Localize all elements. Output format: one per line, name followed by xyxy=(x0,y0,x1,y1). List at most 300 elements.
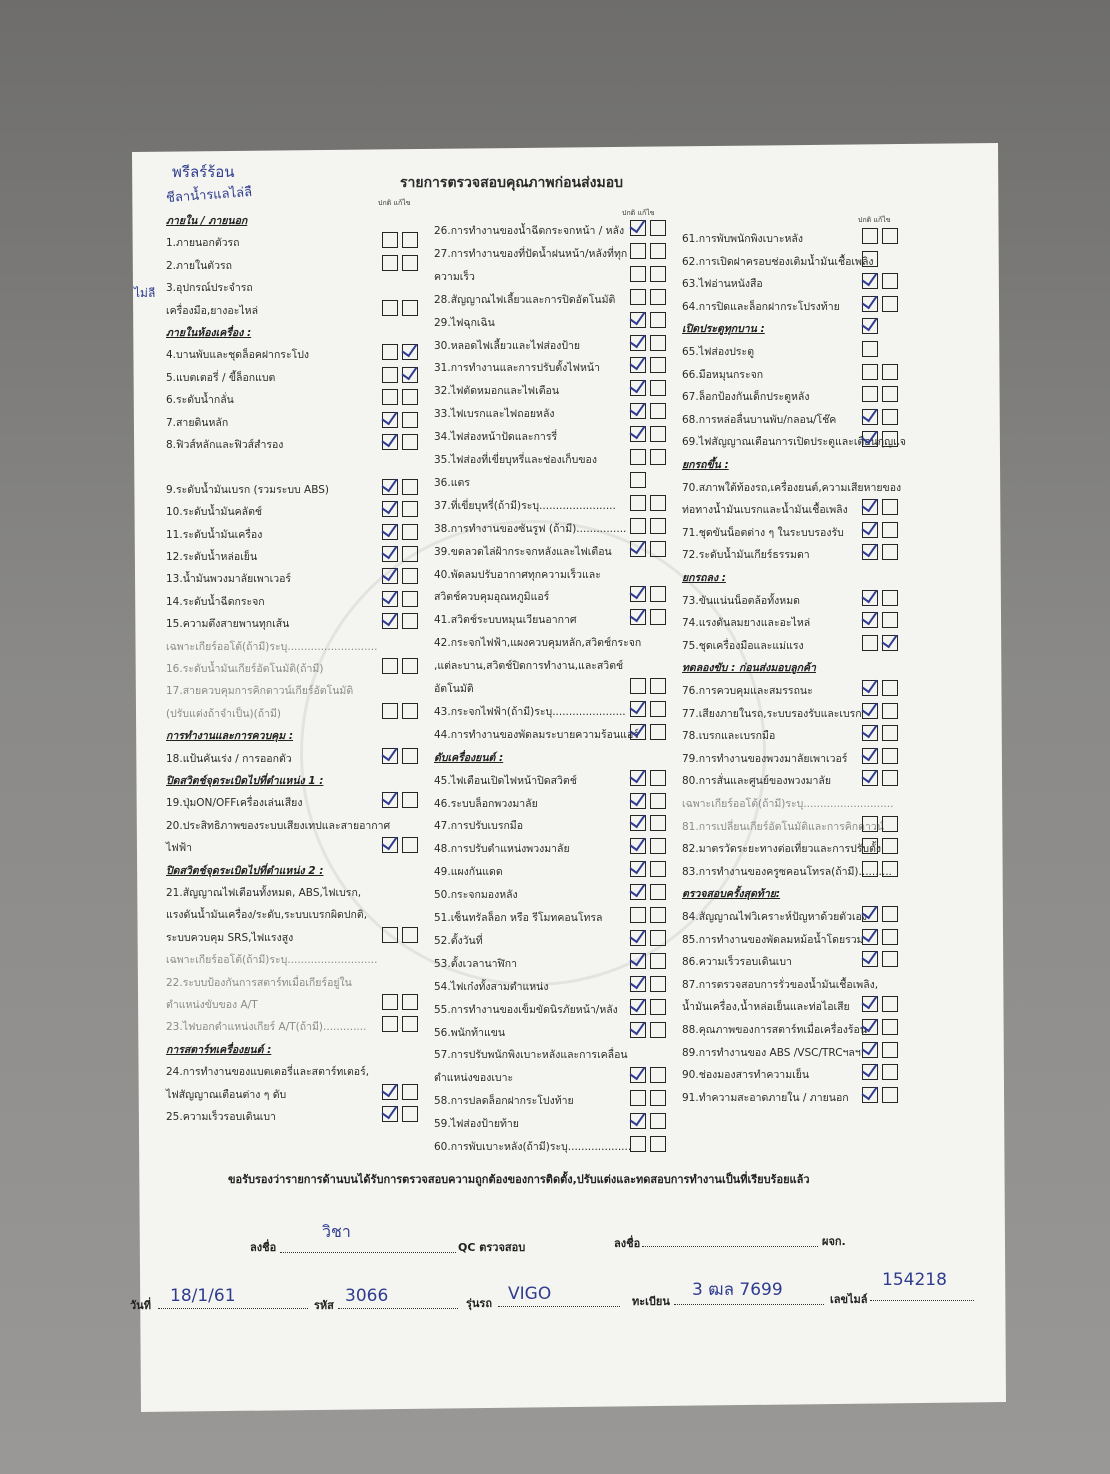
checklist-item-label: 7.สายดินหลัก xyxy=(166,416,229,429)
normal-checkbox[interactable] xyxy=(862,409,878,425)
col3-header: ปกติ แก้ไข xyxy=(858,216,891,224)
checklist-item-label: ท่อทางน้ำมันเบรกและน้ำมันเชื้อเพลิง xyxy=(682,504,848,517)
fix-checkbox[interactable] xyxy=(650,289,666,305)
checklist-item-label: ไฟฟ้า xyxy=(166,842,193,855)
checklist-item-label: 15.ความตึงสายพานทุกเส้น xyxy=(166,618,290,631)
normal-checkbox[interactable] xyxy=(630,403,646,419)
normal-checkbox[interactable] xyxy=(382,658,398,674)
normal-checkbox[interactable] xyxy=(862,635,878,651)
checklist-item-label: 54.ไฟเก๋งทั้งสามตำแหน่ง xyxy=(434,980,549,993)
checklist-item-label: 43.กระจกไฟฟ้า(ถ้ามี)ระบุ...................... xyxy=(434,705,626,718)
mileage-value: 154218 xyxy=(882,1270,947,1290)
fix-checkbox[interactable] xyxy=(882,1042,898,1058)
checklist-item-label: 28.สัญญาณไฟเลี้ยวและการปิดอัตโนมัติ xyxy=(434,293,616,306)
normal-checkbox[interactable] xyxy=(382,501,398,517)
fix-checkbox[interactable] xyxy=(650,586,666,602)
checklist-item-label: 27.การทำงานของที่ปัดน้ำฝนหน้า/หลังที่ทุก xyxy=(434,247,628,260)
fix-checkbox[interactable] xyxy=(650,999,666,1015)
normal-checkbox[interactable] xyxy=(630,953,646,969)
checklist-item-label: ปิดสวิตช์จุดระเบิดไปที่ตำแหน่ง 1 : xyxy=(166,775,324,787)
handwritten-note-1: พรีลร์ร้อน xyxy=(172,163,235,181)
fix-checkbox[interactable] xyxy=(650,312,666,328)
normal-checkbox[interactable] xyxy=(630,884,646,900)
checklist-item-label: 10.ระดับน้ำมันคลัตช์ xyxy=(166,506,263,519)
normal-checkbox[interactable] xyxy=(630,1067,646,1083)
checklist-item-label: 32.ไฟตัดหมอกและไฟเตือน xyxy=(434,385,560,398)
plate-label: ทะเบียน xyxy=(632,1295,670,1308)
fix-checkbox[interactable] xyxy=(650,1090,666,1106)
normal-checkbox[interactable] xyxy=(382,591,398,607)
normal-checkbox[interactable] xyxy=(630,289,646,305)
normal-checkbox[interactable] xyxy=(382,412,398,428)
fix-checkbox[interactable] xyxy=(882,996,898,1012)
normal-checkbox[interactable] xyxy=(862,318,878,334)
checklist-item-label: การสตาร์ทเครื่องยนต์ : xyxy=(166,1043,272,1056)
checklist-item-label: 58.การปลดล็อกฝากระโปงท้าย xyxy=(434,1095,574,1108)
fix-checkbox[interactable] xyxy=(650,335,666,351)
fix-checkbox[interactable] xyxy=(402,524,418,540)
checklist-item-label: ทดลองขับ : ก่อนส่งมอบลูกค้า xyxy=(682,662,816,675)
fix-checkbox[interactable] xyxy=(650,678,666,694)
qc-label: QC ตรวจสอบ xyxy=(458,1241,526,1254)
handwritten-margin-note: ไม่ลี xyxy=(134,286,156,300)
checklist-item-label: 90.ช่องมองสารทำความเย็น xyxy=(682,1069,810,1082)
normal-checkbox[interactable] xyxy=(382,344,398,360)
checklist-item-label: 60.การพับเบาะหลัง(ถ้ามี)ระบุ................... xyxy=(434,1141,632,1153)
normal-checkbox[interactable] xyxy=(382,927,398,943)
normal-checkbox[interactable] xyxy=(382,367,398,383)
checklist-item-label: 36.แตร xyxy=(434,476,470,489)
fix-checkbox[interactable] xyxy=(650,724,666,740)
checklist-item-label: ปิดสวิตช์จุดระเบิดไปที่ตำแหน่ง 2 : xyxy=(166,864,324,877)
fix-checkbox[interactable] xyxy=(650,815,666,831)
fix-checkbox[interactable] xyxy=(402,792,418,808)
fix-checkbox[interactable] xyxy=(402,501,418,517)
checklist-item-label: 50.กระจกมองหลัง xyxy=(434,889,518,902)
manager-label: ผจก. xyxy=(822,1235,846,1248)
fix-checkbox[interactable] xyxy=(650,449,666,465)
normal-checkbox[interactable] xyxy=(862,228,878,244)
normal-checkbox[interactable] xyxy=(630,426,646,442)
fix-checkbox[interactable] xyxy=(882,499,898,515)
fix-checkbox[interactable] xyxy=(402,546,418,562)
model-label: รุ่นรถ xyxy=(466,1297,492,1310)
normal-checkbox[interactable] xyxy=(382,994,398,1010)
checklist-item-label: 3.อุปกรณ์ประจำรถ xyxy=(166,282,253,295)
normal-checkbox[interactable] xyxy=(630,861,646,877)
fix-checkbox[interactable] xyxy=(650,838,666,854)
qc-signature: วิชา xyxy=(322,1222,351,1241)
signature-label-qc: ลงชื่อ xyxy=(250,1241,277,1254)
checklist-item-label: 2.ภายในตัวรถ xyxy=(166,259,233,272)
normal-checkbox[interactable] xyxy=(630,1136,646,1152)
fix-checkbox[interactable] xyxy=(402,367,418,383)
normal-checkbox[interactable] xyxy=(862,522,878,538)
fix-checkbox[interactable] xyxy=(650,426,666,442)
normal-checkbox[interactable] xyxy=(862,364,878,380)
checklist-item-label: ดับเครื่องยนต์ : xyxy=(434,751,504,764)
date-line xyxy=(158,1308,308,1309)
date-value: 18/1/61 xyxy=(170,1286,236,1306)
normal-checkbox[interactable] xyxy=(862,296,878,312)
normal-checkbox[interactable] xyxy=(630,1022,646,1038)
fix-checkbox[interactable] xyxy=(650,1067,666,1083)
fix-checkbox[interactable] xyxy=(402,300,418,316)
checklist-item-label: 52.ตั้งวันที่ xyxy=(434,934,483,947)
checklist-item-label: 72.ระดับน้ำมันเกียร์ธรรมดา xyxy=(682,549,810,562)
fix-checkbox[interactable] xyxy=(650,403,666,419)
col1-header: ปกติ แก้ไข xyxy=(378,199,411,207)
fix-checkbox[interactable] xyxy=(650,1136,666,1152)
fix-checkbox[interactable] xyxy=(882,228,898,244)
fix-checkbox[interactable] xyxy=(882,703,898,719)
fix-checkbox[interactable] xyxy=(650,953,666,969)
fix-checkbox[interactable] xyxy=(882,1064,898,1080)
checklist-item-label: 77.เสียงภายในรถ,ระบบรองรับและเบรก xyxy=(682,707,862,720)
code-line xyxy=(338,1308,458,1309)
normal-checkbox[interactable] xyxy=(862,544,878,560)
checklist-item-label: เครื่องมือ,ยางอะไหล่ xyxy=(166,304,259,317)
checklist-item-label: 40.พัดลมปรับอากาศทุกความเร็วและ xyxy=(434,568,601,581)
fix-checkbox[interactable] xyxy=(402,389,418,405)
normal-checkbox[interactable] xyxy=(630,930,646,946)
fix-checkbox[interactable] xyxy=(402,703,418,719)
signature-line-manager xyxy=(642,1246,818,1247)
checklist-item-label: 76.การควบคุมและสมรรถนะ xyxy=(682,685,813,697)
normal-checkbox[interactable] xyxy=(630,838,646,854)
normal-checkbox[interactable] xyxy=(630,793,646,809)
fix-checkbox[interactable] xyxy=(882,816,898,832)
fix-checkbox[interactable] xyxy=(650,495,666,511)
fix-checkbox[interactable] xyxy=(402,658,418,674)
fix-checkbox[interactable] xyxy=(882,409,898,425)
normal-checkbox[interactable] xyxy=(630,586,646,602)
normal-checkbox[interactable] xyxy=(630,1090,646,1106)
fix-checkbox[interactable] xyxy=(882,951,898,967)
checklist-item-label: 18.แป้นคันเร่ง / การออกตัว xyxy=(166,752,292,765)
fix-checkbox[interactable] xyxy=(402,412,418,428)
normal-checkbox[interactable] xyxy=(862,748,878,764)
fix-checkbox[interactable] xyxy=(650,266,666,282)
date-label: วันที่ xyxy=(130,1299,151,1312)
fix-checkbox[interactable] xyxy=(402,1084,418,1100)
fix-checkbox[interactable] xyxy=(402,927,418,943)
checklist-item-label: ,แต่ละบาน,สวิตช์ปิดการทำงาน,และสวิตช์ xyxy=(434,660,624,673)
normal-checkbox[interactable] xyxy=(862,590,878,606)
fix-checkbox[interactable] xyxy=(650,907,666,923)
normal-checkbox[interactable] xyxy=(382,1106,398,1122)
checklist-item-label: 89.การทำงานของ ABS /VSC/TRCฯลฯ xyxy=(682,1046,861,1059)
fix-checkbox[interactable] xyxy=(402,1106,418,1122)
normal-checkbox[interactable] xyxy=(862,499,878,515)
checklist-item-label: 75.ชุดเครื่องมือและแม่แรง xyxy=(682,639,804,652)
checklist-item-label: 23.ไฟบอกตำแหน่งเกียร์ A/T(ถ้ามี)............. xyxy=(166,1021,367,1034)
normal-checkbox[interactable] xyxy=(382,792,398,808)
normal-checkbox[interactable] xyxy=(382,546,398,562)
checklist-item-label: 16.ระดับน้ำมันเกียร์อัตโนมัติ(ถ้ามี) xyxy=(166,663,324,675)
signature-line-qc xyxy=(280,1252,456,1253)
normal-checkbox[interactable] xyxy=(630,1113,646,1129)
fix-checkbox[interactable] xyxy=(402,568,418,584)
checklist-item-label: 45.ไฟเตือนเปิดไฟหน้าปิดสวิตช์ xyxy=(434,774,577,787)
normal-checkbox[interactable] xyxy=(862,273,878,289)
normal-checkbox[interactable] xyxy=(382,748,398,764)
normal-checkbox[interactable] xyxy=(862,951,878,967)
checklist-item-label: 11.ระดับน้ำมันเครื่อง xyxy=(166,528,263,541)
signature-label-manager: ลงชื่อ xyxy=(614,1237,641,1250)
fix-checkbox[interactable] xyxy=(650,541,666,557)
fix-checkbox[interactable] xyxy=(650,976,666,992)
fix-checkbox[interactable] xyxy=(650,861,666,877)
checklist-item-label: 70.สภาพใต้ท้องรถ,เครื่องยนต์,ความเสียหายของ xyxy=(682,481,902,494)
fix-checkbox[interactable] xyxy=(650,930,666,946)
fix-checkbox[interactable] xyxy=(882,838,898,854)
checklist-item-label: 67.ล็อกป้องกันเด็กประตูหลัง xyxy=(682,391,810,404)
normal-checkbox[interactable] xyxy=(630,357,646,373)
normal-checkbox[interactable] xyxy=(862,770,878,786)
fix-checkbox[interactable] xyxy=(882,612,898,628)
checklist-item-label: 4.บานพับและชุดล็อคฝากระโปง xyxy=(166,349,310,362)
checklist-item-label: 14.ระดับน้ำฉีดกระจก xyxy=(166,595,265,608)
fix-checkbox[interactable] xyxy=(882,906,898,922)
checklist-item-label: 44.การทำงานของพัดลมระบายความร้อนแอร์ xyxy=(434,728,639,741)
normal-checkbox[interactable] xyxy=(862,725,878,741)
normal-checkbox[interactable] xyxy=(630,976,646,992)
fix-checkbox[interactable] xyxy=(882,522,898,538)
normal-checkbox[interactable] xyxy=(630,770,646,786)
fix-checkbox[interactable] xyxy=(882,386,898,402)
normal-checkbox[interactable] xyxy=(862,861,878,877)
fix-checkbox[interactable] xyxy=(650,243,666,259)
checklist-item-label: 73.ขันแน่นน็อตล้อทั้งหมด xyxy=(682,594,800,607)
checklist-item-label: 69.ไฟสัญญาณเตือนการเปิดประตูและเตือนกุญแจ xyxy=(682,436,906,449)
checklist-item-label: ไฟสัญญาณเตือนต่าง ๆ ดับ xyxy=(166,1088,287,1101)
normal-checkbox[interactable] xyxy=(382,524,398,540)
fix-checkbox[interactable] xyxy=(650,884,666,900)
checklist-item-label: 84.สัญญาณไฟวิเคราะห์ปัญหาด้วยตัวเอง xyxy=(682,911,867,923)
normal-checkbox[interactable] xyxy=(630,266,646,282)
fix-checkbox[interactable] xyxy=(402,255,418,271)
fix-checkbox[interactable] xyxy=(882,680,898,696)
plate-value: 3 ฒล 7699 xyxy=(692,1280,783,1300)
checklist-item-label: 87.การตรวจสอบการรั่วของน้ำมันเชื้อเพลิง, xyxy=(682,978,879,991)
normal-checkbox[interactable] xyxy=(862,703,878,719)
normal-checkbox[interactable] xyxy=(630,449,646,465)
checklist-item-label: 82.มาตรวัดระยะทางต่อเที่ยวและการปรับตั้ง xyxy=(682,843,882,856)
fix-checkbox[interactable] xyxy=(882,296,898,312)
normal-checkbox[interactable] xyxy=(862,431,878,447)
normal-checkbox[interactable] xyxy=(630,380,646,396)
checklist-item-label: ตำแหน่งของเบาะ xyxy=(434,1072,514,1085)
normal-checkbox[interactable] xyxy=(862,996,878,1012)
model-value: VIGO xyxy=(508,1284,552,1304)
fix-checkbox[interactable] xyxy=(882,590,898,606)
fix-checkbox[interactable] xyxy=(882,929,898,945)
checklist-item-label: 74.แรงดันลมยางและอะไหล่ xyxy=(682,617,811,630)
checklist-item-label: 71.ชุดขันน็อตต่าง ๆ ในระบบรองรับ xyxy=(682,526,844,539)
normal-checkbox[interactable] xyxy=(862,1064,878,1080)
normal-checkbox[interactable] xyxy=(862,929,878,945)
normal-checkbox[interactable] xyxy=(630,678,646,694)
checklist-item-label: 62.การเปิดฝาครอบช่องเติมน้ำมันเชื้อเพลิง xyxy=(682,255,874,268)
normal-checkbox[interactable] xyxy=(630,335,646,351)
checklist-item-label: 53.ตั้งเวลานาฬิกา xyxy=(434,957,517,970)
normal-checkbox[interactable] xyxy=(862,906,878,922)
normal-checkbox[interactable] xyxy=(630,243,646,259)
fix-checkbox[interactable] xyxy=(882,635,898,651)
normal-checkbox[interactable] xyxy=(862,386,878,402)
normal-checkbox[interactable] xyxy=(630,518,646,534)
checklist-item-label: 24.การทำงานของแบตเตอรี่และสตาร์ทเตอร์, xyxy=(166,1066,370,1079)
checklist-item-label: 64.การปิดและล็อกฝากระโปรงท้าย xyxy=(682,300,840,313)
fix-checkbox[interactable] xyxy=(650,220,666,236)
checklist-item-label: 86.ความเร็วรอบเดินเบา xyxy=(682,956,792,969)
normal-checkbox[interactable] xyxy=(630,472,646,488)
fix-checkbox[interactable] xyxy=(882,1087,898,1103)
normal-checkbox[interactable] xyxy=(382,434,398,450)
normal-checkbox[interactable] xyxy=(382,1016,398,1032)
checklist-item-label: (ปรับแต่งถ้าจำเป็น)(ถ้ามี) xyxy=(166,707,281,720)
fix-checkbox[interactable] xyxy=(650,609,666,625)
checklist-item-label: 66.มือหมุนกระจก xyxy=(682,368,764,381)
normal-checkbox[interactable] xyxy=(382,479,398,495)
fix-checkbox[interactable] xyxy=(882,364,898,380)
checklist-item-label: 63.ไฟอ่านหนังสือ xyxy=(682,278,763,291)
checklist-item-label: 81.การเปลี่ยนเกียร์อัตโนมัติและการคิกดาวน์ xyxy=(682,820,884,833)
checklist-item-label: 34.ไฟส่องหน้าปัดและการรี่ xyxy=(434,431,558,444)
checklist-item-label: 25.ความเร็วรอบเดินเบา xyxy=(166,1111,276,1123)
fix-checkbox[interactable] xyxy=(650,380,666,396)
checklist-item-label: 83.การทำงานของครูซคอนโทรล(ถ้ามี).......... xyxy=(682,865,892,878)
fix-checkbox[interactable] xyxy=(882,431,898,447)
normal-checkbox[interactable] xyxy=(862,612,878,628)
checklist-item-label: น้ำมันเครื่อง,น้ำหล่อเย็นและท่อไอเสีย xyxy=(682,1001,850,1014)
checklist-item-label: อัตโนมัติ xyxy=(434,683,474,695)
checklist-item-label: 88.คุณภาพของการสตาร์ทเมื่อเครื่องร้อน xyxy=(682,1024,868,1036)
fix-checkbox[interactable] xyxy=(882,770,898,786)
checklist-item-label: 17.สายควบคุมการคิกดาวน์เกียร์อัตโนมัติ xyxy=(166,685,354,698)
normal-checkbox[interactable] xyxy=(630,312,646,328)
normal-checkbox[interactable] xyxy=(630,724,646,740)
fix-checkbox[interactable] xyxy=(882,273,898,289)
normal-checkbox[interactable] xyxy=(382,837,398,853)
checklist-item-label: 49.แผงกันแดด xyxy=(434,866,503,879)
checklist-item-label: 42.กระจกไฟฟ้า,แผงควบคุมหลัก,สวิตช์กระจก xyxy=(434,637,642,650)
checklist-item-label: 79.การทำงานของพวงมาลัยเพาเวอร์ xyxy=(682,752,848,765)
checklist-item-label: ยกรถขึ้น : xyxy=(682,459,729,471)
fix-checkbox[interactable] xyxy=(402,837,418,853)
fix-checkbox[interactable] xyxy=(650,357,666,373)
checklist-item-label: 37.ที่เขี่ยบุหรี่(ถ้ามี)ระบุ....................... xyxy=(434,499,616,512)
checklist-item-label: 48.การปรับตำแหน่งพวงมาลัย xyxy=(434,843,570,856)
fix-checkbox[interactable] xyxy=(650,701,666,717)
fix-checkbox[interactable] xyxy=(402,434,418,450)
fix-checkbox[interactable] xyxy=(402,994,418,1010)
checklist-item-label: 5.แบตเตอรี่ / ขี้ล็อกแบต xyxy=(166,371,276,384)
normal-checkbox[interactable] xyxy=(630,701,646,717)
checklist-item-label: 78.เบรกและเบรกมือ xyxy=(682,730,776,743)
normal-checkbox[interactable] xyxy=(382,568,398,584)
normal-checkbox[interactable] xyxy=(630,999,646,1015)
fix-checkbox[interactable] xyxy=(650,793,666,809)
fix-checkbox[interactable] xyxy=(650,1022,666,1038)
normal-checkbox[interactable] xyxy=(862,1087,878,1103)
fix-checkbox[interactable] xyxy=(402,344,418,360)
checklist-item-label: 29.ไฟฉุกเฉิน xyxy=(434,316,495,329)
checklist-item-label: 33.ไฟเบรกและไฟถอยหลัง xyxy=(434,408,555,421)
fix-checkbox[interactable] xyxy=(402,748,418,764)
normal-checkbox[interactable] xyxy=(382,1084,398,1100)
checklist-item-label: 19.ปุ่มON/OFFเครื่องเล่นเสียง xyxy=(166,797,303,810)
normal-checkbox[interactable] xyxy=(630,907,646,923)
fix-checkbox[interactable] xyxy=(402,232,418,248)
fix-checkbox[interactable] xyxy=(402,1016,418,1032)
normal-checkbox[interactable] xyxy=(382,389,398,405)
checklist-item-label: 9.ระดับน้ำมันเบรก (รวมระบบ ABS) xyxy=(166,483,330,496)
normal-checkbox[interactable] xyxy=(382,703,398,719)
checklist-item-label: 21.สัญญาณไฟเตือนทั้งหมด, ABS,ไฟเบรก, xyxy=(166,887,362,899)
fix-checkbox[interactable] xyxy=(402,591,418,607)
code-value: 3066 xyxy=(345,1286,389,1306)
certification-text: ขอรับรองว่ารายการด้านบนได้รับการตรวจสอบความถูกต้องของการติดตั้ง,ปรับแต่งและทดสอบการทำงานเป็นที่เรียบร้อยแล้ว xyxy=(228,1173,810,1186)
fix-checkbox[interactable] xyxy=(882,725,898,741)
normal-checkbox[interactable] xyxy=(862,1019,878,1035)
fix-checkbox[interactable] xyxy=(882,544,898,560)
model-line xyxy=(498,1306,620,1307)
plate-line xyxy=(674,1304,824,1305)
normal-checkbox[interactable] xyxy=(382,255,398,271)
checklist-item-label: 38.การทำงานของซันรูฟ (ถ้ามี)............... xyxy=(434,522,627,535)
fix-checkbox[interactable] xyxy=(882,1019,898,1035)
checklist-item-label: ตรวจสอบครั้งสุดท้าย: xyxy=(682,888,781,901)
normal-checkbox[interactable] xyxy=(862,816,878,832)
normal-checkbox[interactable] xyxy=(630,609,646,625)
fix-checkbox[interactable] xyxy=(650,518,666,534)
normal-checkbox[interactable] xyxy=(630,495,646,511)
fix-checkbox[interactable] xyxy=(650,1113,666,1129)
normal-checkbox[interactable] xyxy=(630,815,646,831)
checklist-item-label: 20.ประสิทธิภาพของระบบเสียงเทปและสายอากาศ xyxy=(166,819,391,832)
fix-checkbox[interactable] xyxy=(882,748,898,764)
checklist-item-label: 39.ขดลวดไล่ฝ้ากระจกหลังและไฟเตือน xyxy=(434,545,612,558)
normal-checkbox[interactable] xyxy=(382,300,398,316)
checklist-item-label: 12.ระดับน้ำหล่อเย็น xyxy=(166,551,258,563)
checklist-item-label: 65.ไฟส่องประตู xyxy=(682,346,755,358)
normal-checkbox[interactable] xyxy=(630,541,646,557)
normal-checkbox[interactable] xyxy=(862,680,878,696)
checklist-item-label: ยกรถลง : xyxy=(682,572,726,584)
checklist-item-label: เฉพาะเกียร์ออโต้(ถ้ามี)ระบุ........................... xyxy=(166,954,378,967)
normal-checkbox[interactable] xyxy=(382,232,398,248)
fix-checkbox[interactable] xyxy=(650,770,666,786)
checklist-item-label: ความเร็ว xyxy=(434,270,475,283)
mileage-label: เลขไมล์ xyxy=(830,1293,868,1306)
fix-checkbox[interactable] xyxy=(402,613,418,629)
checklist-item-label: 13.น้ำมันพวงมาลัยเพาเวอร์ xyxy=(166,573,292,586)
fix-checkbox[interactable] xyxy=(882,861,898,877)
normal-checkbox[interactable] xyxy=(862,1042,878,1058)
normal-checkbox[interactable] xyxy=(862,341,878,357)
checklist-item-label: ภายในห้องเครื่อง : xyxy=(166,327,252,339)
checklist-item-label: 85.การทำงานของพัดลมหม้อน้ำโดยรวม xyxy=(682,933,864,946)
fix-checkbox[interactable] xyxy=(402,479,418,495)
normal-checkbox[interactable] xyxy=(862,838,878,854)
checklist-item-label: 35.ไฟส่องที่เขี่ยบุหรี่และช่องเก็บของ xyxy=(434,454,597,466)
normal-checkbox[interactable] xyxy=(862,251,878,267)
normal-checkbox[interactable] xyxy=(382,613,398,629)
checklist-item-label: ระบบควบคุม SRS,ไฟแรงสูง xyxy=(166,931,294,944)
normal-checkbox[interactable] xyxy=(630,220,646,236)
